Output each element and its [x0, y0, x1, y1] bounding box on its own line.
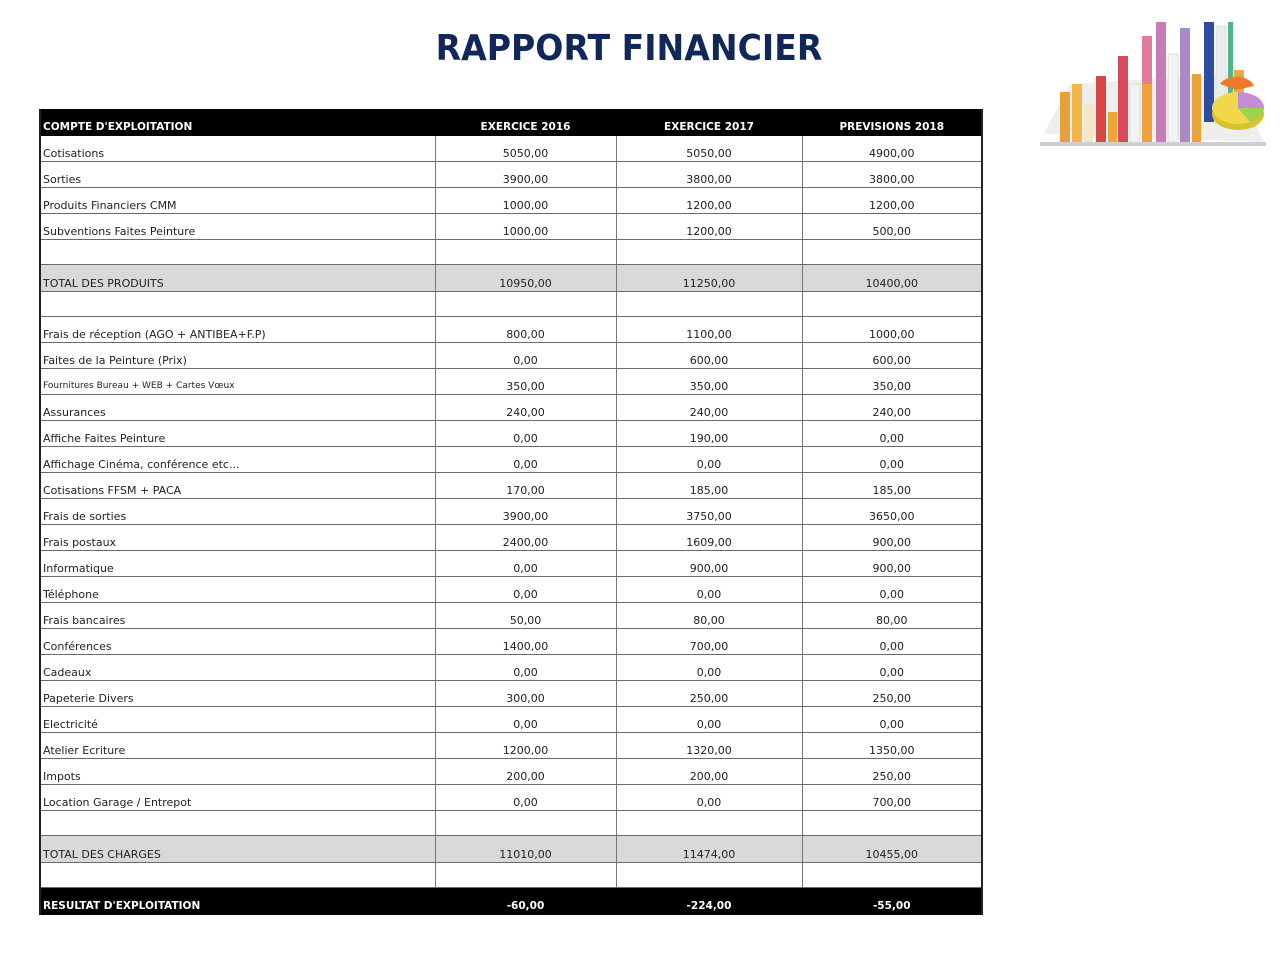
- row-label: Affichage Cinéma, conférence etc...: [40, 447, 435, 473]
- row-label: Cadeaux: [40, 655, 435, 681]
- value-2017: 0,00: [616, 447, 802, 473]
- row-label: RESULTAT D'EXPLOITATION: [40, 888, 435, 915]
- value-2016: 50,00: [435, 603, 616, 629]
- empty-cell: [435, 811, 616, 836]
- row-label: Conférences: [40, 629, 435, 655]
- table-row: [40, 473, 982, 499]
- table-row: [40, 395, 982, 421]
- value-2016: 3900,00: [435, 162, 616, 188]
- value-2017: 0,00: [616, 577, 802, 603]
- empty-cell: [802, 811, 982, 836]
- value-2017: 0,00: [616, 707, 802, 733]
- value-2017: 3800,00: [616, 162, 802, 188]
- empty-cell: [40, 863, 435, 888]
- value-2018: 0,00: [802, 707, 982, 733]
- row-label: Assurances: [40, 395, 435, 421]
- value-2018: 185,00: [802, 473, 982, 499]
- value-2016: 0,00: [435, 421, 616, 447]
- value-2017: 0,00: [616, 655, 802, 681]
- table-row: [40, 681, 982, 707]
- blank-row: [40, 240, 982, 265]
- row-label: Cotisations FFSM + PACA: [40, 473, 435, 499]
- empty-cell: [40, 292, 435, 317]
- row-label: Frais postaux: [40, 525, 435, 551]
- value-2016: 0,00: [435, 551, 616, 577]
- blank-row: [40, 292, 982, 317]
- value-2016: 0,00: [435, 785, 616, 811]
- value-2016: 300,00: [435, 681, 616, 707]
- value-2017: 1200,00: [616, 188, 802, 214]
- value-2016: 0,00: [435, 577, 616, 603]
- empty-cell: [435, 863, 616, 888]
- value-2016: 0,00: [435, 447, 616, 473]
- value-2018: 900,00: [802, 551, 982, 577]
- row-label: Cotisations: [40, 136, 435, 162]
- value-2018: 900,00: [802, 525, 982, 551]
- row-label: Informatique: [40, 551, 435, 577]
- value-2018: 10455,00: [802, 836, 982, 863]
- table-row: [40, 136, 982, 162]
- value-2017: 1200,00: [616, 214, 802, 240]
- value-2016: 170,00: [435, 473, 616, 499]
- table-row: [40, 577, 982, 603]
- value-2017: 600,00: [616, 343, 802, 369]
- table-row: [40, 162, 982, 188]
- table-row: [40, 525, 982, 551]
- value-2017: 1100,00: [616, 317, 802, 343]
- value-2018: 1200,00: [802, 188, 982, 214]
- table-row: [40, 655, 982, 681]
- value-2016: 3900,00: [435, 499, 616, 525]
- table-row: [40, 188, 982, 214]
- value-2017: 250,00: [616, 681, 802, 707]
- value-2018: 3800,00: [802, 162, 982, 188]
- row-label: TOTAL DES CHARGES: [40, 836, 435, 863]
- table-row: [40, 707, 982, 733]
- empty-cell: [616, 811, 802, 836]
- table-row: [40, 499, 982, 525]
- value-2018: 4900,00: [802, 136, 982, 162]
- resultat-row: [40, 888, 982, 915]
- row-label: Atelier Ecriture: [40, 733, 435, 759]
- table-row: [40, 603, 982, 629]
- financial-table: [39, 109, 983, 915]
- value-2018: 0,00: [802, 421, 982, 447]
- value-2016: 11010,00: [435, 836, 616, 863]
- blank-row: [40, 863, 982, 888]
- value-2016: 1000,00: [435, 188, 616, 214]
- value-2016: 800,00: [435, 317, 616, 343]
- row-label: Frais de réception (AGO + ANTIBEA+F.P): [40, 317, 435, 343]
- report-title: RAPPORT FINANCIER: [435, 28, 823, 69]
- value-2016: 1000,00: [435, 214, 616, 240]
- row-label: Faites de la Peinture (Prix): [40, 343, 435, 369]
- value-2018: 80,00: [802, 603, 982, 629]
- value-2018: 700,00: [802, 785, 982, 811]
- table-row: [40, 785, 982, 811]
- value-2017: 185,00: [616, 473, 802, 499]
- table-row: [40, 733, 982, 759]
- empty-cell: [435, 240, 616, 265]
- value-2017: 700,00: [616, 629, 802, 655]
- value-2018: 1000,00: [802, 317, 982, 343]
- row-label: Electricité: [40, 707, 435, 733]
- value-2016: 0,00: [435, 655, 616, 681]
- value-2018: 600,00: [802, 343, 982, 369]
- total-produits-row: [40, 265, 982, 292]
- value-2017: 11250,00: [616, 265, 802, 292]
- table-row: [40, 214, 982, 240]
- row-label: Subventions Faites Peinture: [40, 214, 435, 240]
- table-row: [40, 629, 982, 655]
- value-2016: 0,00: [435, 343, 616, 369]
- empty-cell: [40, 811, 435, 836]
- value-2016: 1400,00: [435, 629, 616, 655]
- row-label: Affiche Faites Peinture: [40, 421, 435, 447]
- value-2017: 5050,00: [616, 136, 802, 162]
- value-2018: 3650,00: [802, 499, 982, 525]
- table-row: [40, 551, 982, 577]
- total-charges-row: [40, 836, 982, 863]
- value-2017: 900,00: [616, 551, 802, 577]
- row-label: Papeterie Divers: [40, 681, 435, 707]
- value-2016: 2400,00: [435, 525, 616, 551]
- value-2016: 200,00: [435, 759, 616, 785]
- value-2018: 250,00: [802, 759, 982, 785]
- empty-cell: [435, 292, 616, 317]
- empty-cell: [40, 240, 435, 265]
- row-label: Téléphone: [40, 577, 435, 603]
- value-2017: 200,00: [616, 759, 802, 785]
- value-2016: -60,00: [435, 888, 616, 915]
- value-2018: 1350,00: [802, 733, 982, 759]
- value-2017: 11474,00: [616, 836, 802, 863]
- value-2016: 240,00: [435, 395, 616, 421]
- row-label: Fournitures Bureau + WEB + Cartes Vœux: [40, 369, 435, 395]
- row-label: Frais de sorties: [40, 499, 435, 525]
- value-2018: 240,00: [802, 395, 982, 421]
- value-2016: 1200,00: [435, 733, 616, 759]
- empty-cell: [802, 292, 982, 317]
- table-row: [40, 317, 982, 343]
- header-previsions-2018: PREVISIONS 2018: [802, 109, 982, 136]
- value-2017: 350,00: [616, 369, 802, 395]
- table-row: [40, 343, 982, 369]
- value-2016: 5050,00: [435, 136, 616, 162]
- row-label: Location Garage / Entrepot: [40, 785, 435, 811]
- header-exercice-2017: EXERCICE 2017: [616, 109, 802, 136]
- value-2016: 10950,00: [435, 265, 616, 292]
- empty-cell: [616, 240, 802, 265]
- value-2017: 190,00: [616, 421, 802, 447]
- value-2018: 0,00: [802, 655, 982, 681]
- value-2018: -55,00: [802, 888, 982, 915]
- value-2018: 0,00: [802, 447, 982, 473]
- table-header-row: [40, 109, 982, 136]
- empty-cell: [802, 240, 982, 265]
- value-2017: 1609,00: [616, 525, 802, 551]
- row-label: TOTAL DES PRODUITS: [40, 265, 435, 292]
- empty-cell: [802, 863, 982, 888]
- value-2016: 0,00: [435, 707, 616, 733]
- header-compte: COMPTE D'EXPLOITATION: [40, 109, 435, 136]
- empty-cell: [616, 292, 802, 317]
- value-2018: 0,00: [802, 629, 982, 655]
- header-exercice-2016: EXERCICE 2016: [435, 109, 616, 136]
- value-2017: 0,00: [616, 785, 802, 811]
- value-2017: 1320,00: [616, 733, 802, 759]
- table-row: [40, 369, 982, 395]
- blank-row: [40, 811, 982, 836]
- row-label: Frais bancaires: [40, 603, 435, 629]
- value-2018: 250,00: [802, 681, 982, 707]
- chart-illustration-icon: [1040, 14, 1268, 154]
- row-label: Sorties: [40, 162, 435, 188]
- value-2017: 240,00: [616, 395, 802, 421]
- empty-cell: [616, 863, 802, 888]
- value-2018: 350,00: [802, 369, 982, 395]
- value-2017: 80,00: [616, 603, 802, 629]
- table-row: [40, 421, 982, 447]
- row-label: Impots: [40, 759, 435, 785]
- value-2018: 10400,00: [802, 265, 982, 292]
- value-2016: 350,00: [435, 369, 616, 395]
- value-2018: 0,00: [802, 577, 982, 603]
- row-label: Produits Financiers CMM: [40, 188, 435, 214]
- value-2017: 3750,00: [616, 499, 802, 525]
- table-row: [40, 759, 982, 785]
- value-2017: -224,00: [616, 888, 802, 915]
- value-2018: 500,00: [802, 214, 982, 240]
- table-row: [40, 447, 982, 473]
